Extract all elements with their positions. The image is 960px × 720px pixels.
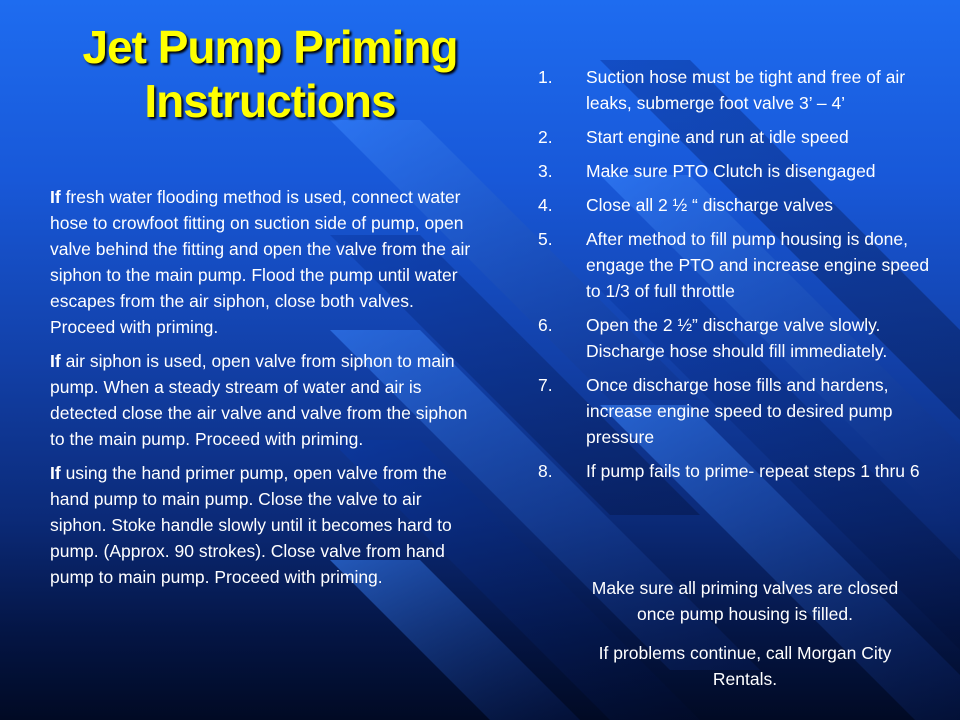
- step-number: 8.: [538, 461, 553, 481]
- step-text: Make sure PTO Clutch is disengaged: [586, 161, 876, 181]
- step-text: Suction hose must be tight and free of air leaks, submerge foot valve 3’ – 4’: [586, 67, 906, 113]
- paragraph-lead: If: [50, 463, 61, 483]
- priming-steps: [538, 64, 948, 492]
- note-line: once pump housing is filled.: [637, 604, 853, 624]
- step-item: [538, 372, 948, 450]
- step-text: Once discharge hose fills and hardens, increase engine speed to desired pump pressure: [586, 375, 893, 447]
- priming-methods: [50, 184, 480, 598]
- step-item: [538, 192, 948, 218]
- contact-note: [540, 640, 950, 692]
- step-text: Start engine and run at idle speed: [586, 127, 849, 147]
- step-item: [538, 458, 948, 484]
- title-line-1: Jet Pump Priming: [82, 21, 458, 73]
- paragraph-lead: If: [50, 351, 61, 371]
- step-item: [538, 226, 948, 304]
- step-item: [538, 124, 948, 150]
- step-number: 4.: [538, 195, 553, 215]
- step-text: After method to fill pump housing is done, engage the PTO and increase engine speed to 1/3 of full throttle: [586, 229, 930, 301]
- step-item: [538, 64, 948, 116]
- paragraph-text: fresh water flooding method is used, connect water hose to crowfoot fitting on suction side of pump, open valve behind the fitting and open the valve from the air siphon to the main pump. Flood the pump until water escapes from the air siphon, close both valves. Proceed with priming.: [50, 187, 471, 337]
- step-item: [538, 158, 948, 184]
- title-line-2: Instructions: [144, 75, 396, 127]
- valves-closed-note: [540, 575, 950, 627]
- steps-list: [538, 64, 948, 484]
- step-number: 3.: [538, 161, 553, 181]
- paragraph-text: air siphon is used, open valve from siphon to main pump. When a steady stream of water and air is detected close the air valve and valve from the siphon to the main pump. Proceed with priming.: [50, 351, 468, 449]
- note-line: Make sure all priming valves are closed: [591, 578, 899, 598]
- step-item: [538, 312, 948, 364]
- step-number: 1.: [538, 67, 553, 87]
- step-number: 6.: [538, 315, 553, 335]
- step-number: 5.: [538, 229, 553, 249]
- slide-title: [40, 20, 500, 128]
- note-line: If problems continue, call Morgan City: [598, 643, 892, 663]
- step-text: If pump fails to prime- repeat steps 1 thru 6: [586, 461, 920, 481]
- paragraph-lead: If: [50, 187, 61, 207]
- note-line: Rentals.: [712, 669, 778, 689]
- paragraph-text: using the hand primer pump, open valve from the hand pump to main pump. Close the valve to air siphon. Stoke handle slowly until it becomes hard to pump. (Approx. 90 strokes). Close valve from hand pump to main pump. Proceed with priming.: [50, 463, 452, 587]
- step-text: Open the 2 ½” discharge valve slowly. Discharge hose should fill immediately.: [586, 315, 888, 361]
- method-paragraph-hand-primer: [50, 460, 480, 590]
- step-number: 7.: [538, 375, 553, 395]
- step-number: 2.: [538, 127, 553, 147]
- step-text: Close all 2 ½ “ discharge valves: [586, 195, 834, 215]
- method-paragraph-air-siphon: [50, 348, 480, 452]
- method-paragraph-flooding: [50, 184, 480, 340]
